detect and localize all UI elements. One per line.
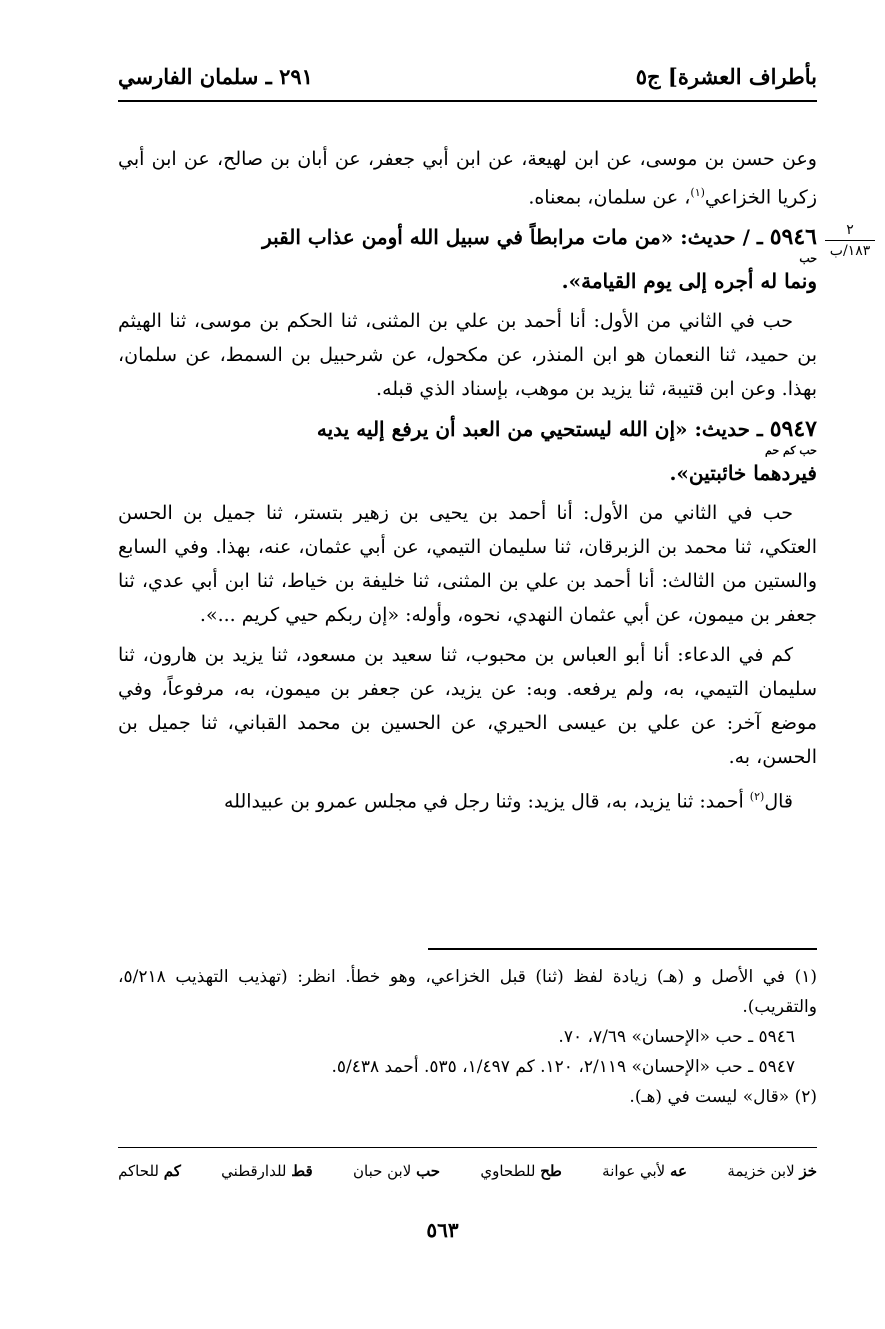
header-book-title: بأطراف العشرة] ج٥ (635, 63, 817, 89)
paragraph-4: كم في الدعاء: أنا أبو العباس بن محبوب، ثنا سعيد بن مسعود، ثنا يزيد بن هارون، ثنا سليمان التيمي، به، ولم يرفعه. وبه: عن يزيد، عن جعفر بن ميمون، به، مرفوعاً، وفي موضع آخر: عن علي بن عيسى الحيري، عن الحسين بن محمد القباني، ثنا جميل بن الحسن، به. (118, 644, 817, 769)
hadith-5946 (118, 220, 817, 298)
hadith-number: ٥٩٤٦ (769, 224, 817, 251)
paragraph-5-start: قال (764, 790, 793, 813)
paragraph-1-text: وعن حسن بن موسى، عن ابن لهيعة، عن ابن أبي جعفر، عن أبان بن صالح، عن ابن أبي زكريا الخزاعي (118, 148, 817, 209)
footnote-2: (٢) «قال» ليست في (هـ). (629, 1087, 817, 1107)
key-item: حب لابن حبان (352, 1162, 441, 1180)
hadith-number: ٥٩٤٧ (769, 416, 817, 443)
hadith-5947 (118, 412, 817, 490)
main-text (118, 142, 817, 825)
key-rule (118, 1147, 817, 1148)
reference-5947: ٥٩٤٧ ـ حب «الإحسان» ٢/١١٩، ١٢٠. كم ١/٤٩٧، ٥٣٥. أحمد ٥/٤٣٨. (331, 1057, 795, 1077)
key-item: قط للدارقطني (221, 1162, 313, 1180)
margin-note-top: ٢ (846, 222, 854, 238)
paragraph-1 (118, 142, 817, 214)
footnote-rule (428, 948, 817, 950)
key-item: عه لأبي عوانة (602, 1162, 688, 1180)
paragraph-1-end: ، عن سلمان، بمعناه. (528, 186, 691, 209)
reference-5946: ٥٩٤٦ ـ حب «الإحسان» ٧/٦٩، ٧٠. (558, 1027, 795, 1047)
header-rule (118, 100, 817, 102)
margin-note-bottom: ١٨٣/ب (829, 243, 871, 259)
footnotes (118, 962, 817, 1112)
paragraph-5-text: أحمد: ثنا يزيد، به، قال يزيد: وثنا رجل في مجلس عمرو بن عبيدالله (223, 790, 750, 813)
source-symbol: حب (799, 252, 817, 266)
footnote-1: (١) في الأصل و (هـ) زيادة لفظ (ثنا) قبل الخزاعي، وهو خطأ. انظر: (تهذيب التهذيب ٥/٢١٨، والتقريب). (118, 967, 817, 1017)
hadith-continuation: فيردهما خائبتين». (669, 461, 817, 486)
abbreviation-key (118, 1162, 817, 1180)
paragraph-5 (118, 780, 817, 818)
key-item: خز لابن خزيمة (727, 1162, 817, 1180)
running-header (118, 56, 817, 96)
source-symbol: حب كم حم (765, 444, 817, 458)
footnote-ref-1: (١) (690, 186, 705, 199)
hadith-continuation: ونما له أجره إلى يوم القيامة». (561, 269, 817, 294)
header-section-title: ٢٩١ ـ سلمان الفارسي (118, 63, 313, 89)
paragraph-3: حب في الثاني من الأول: أنا أحمد بن يحيى بن زهير بتستر، ثنا جميل بن الحسن العتكي، ثنا محمد بن الزبرقان، ثنا سليمان التيمي، عن أبي عثمان، عنه، بهذا. وفي السابع والستين من الثالث: أنا أحمد بن علي بن المثنى، ثنا خليفة بن خياط، ثنا ابن أبي عدي، ثنا جعفر بن ميمون، عن أبي عثمان النهدي، نحوه، وأوله: «إن ربكم حيي كريم ...». (118, 502, 817, 627)
key-item: كم للحاكم (118, 1162, 181, 1180)
footnote-ref-2: (٢) (749, 790, 765, 804)
page-number: ٥٦٣ (426, 1218, 459, 1242)
hadith-text: ـ / حديث: «من مات مرابطاً في سبيل الله أومن عذاب القبر (262, 225, 770, 250)
key-item: طح للطحاوي (480, 1162, 562, 1180)
hadith-text: ـ حديث: «إن الله ليستحيي من العبد أن يرفع إليه يديه (316, 417, 770, 442)
margin-folio-note (821, 222, 879, 259)
paragraph-2: حب في الثاني من الأول: أنا أحمد بن علي بن المثنى، ثنا الحكم بن موسى، ثنا الهيثم بن حميد، ثنا النعمان هو ابن المنذر، عن مكحول، عن شرحبيل بن السمط، عن سلمان، بهذا. وعن ابن قتيبة، ثنا يزيد بن موهب، بإسناد الذي قبله. (118, 310, 817, 401)
margin-note-bar (825, 240, 875, 241)
